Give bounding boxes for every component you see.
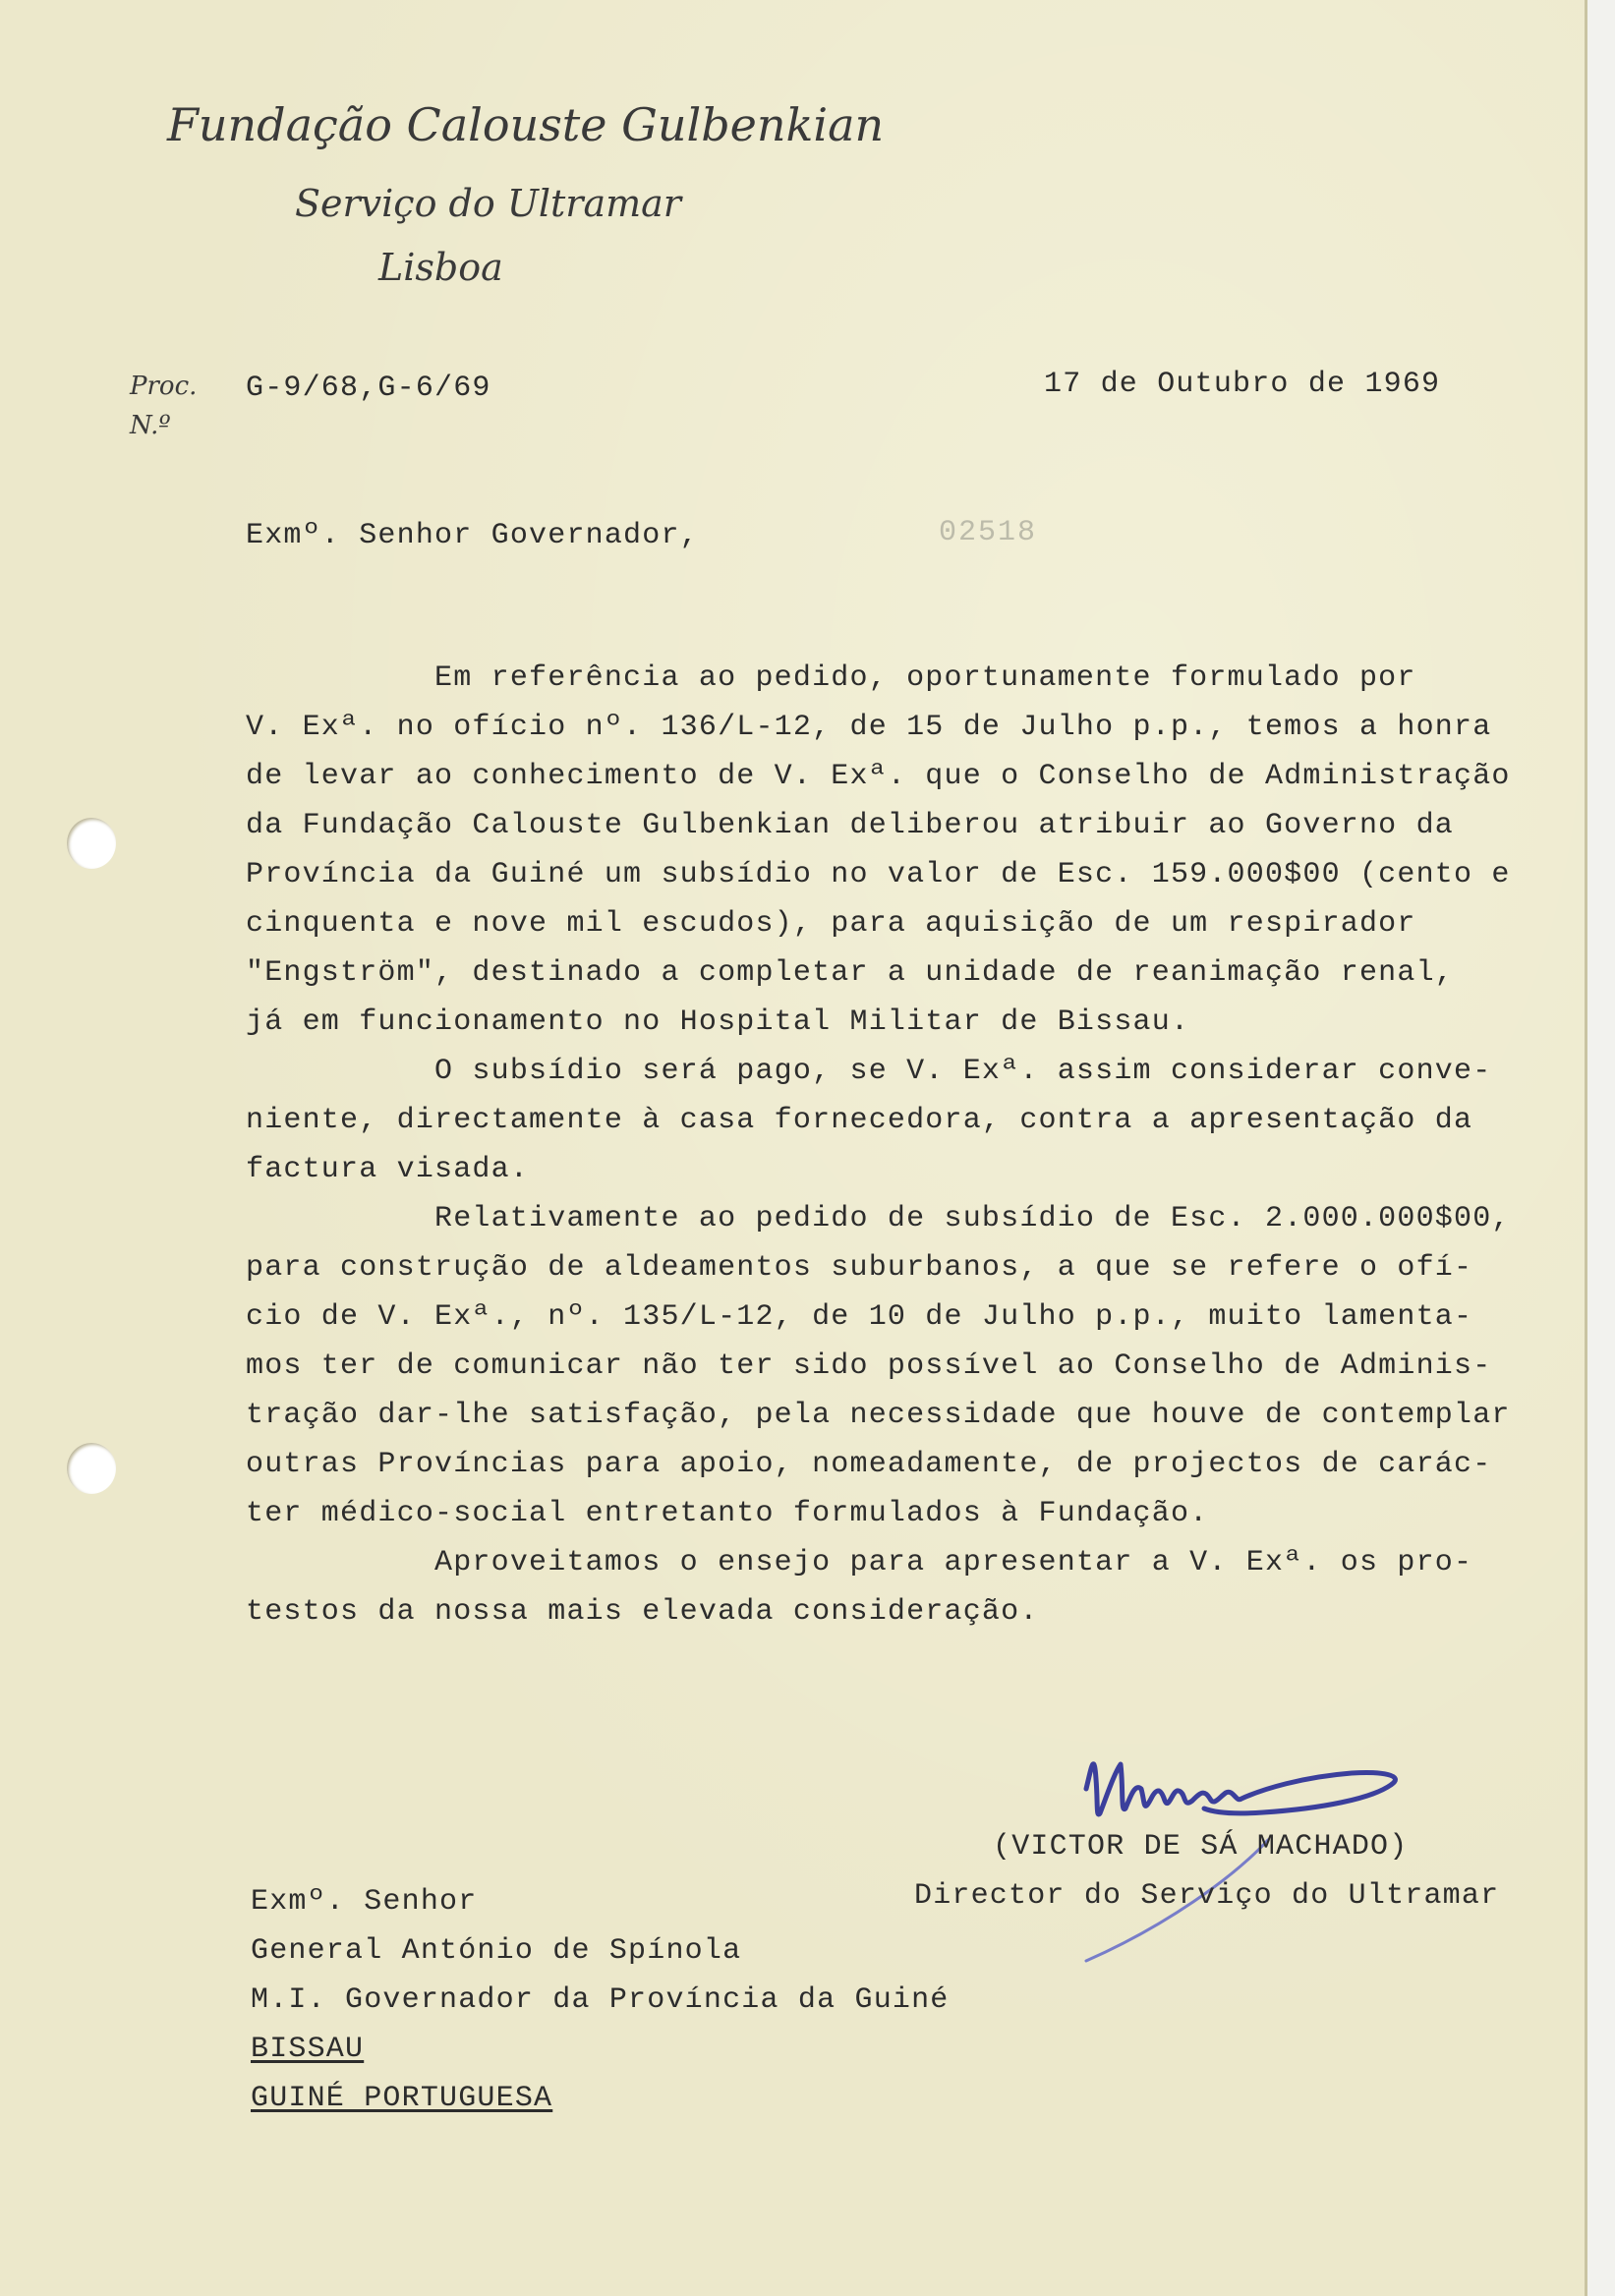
letterhead-service: Serviço do Ultramar	[295, 182, 681, 225]
reference-number: G-9/68,G-6/69	[246, 372, 491, 405]
reference-label-no: N.º	[130, 411, 171, 440]
salutation: Exmº. Senhor Governador,	[246, 519, 699, 552]
addressee-city: BISSAU	[251, 2033, 365, 2066]
body-line: para construção de aldeamentos suburbanos, a que se refere o ofí-	[246, 1251, 1473, 1285]
body-line: testos da nossa mais elevada consideração.	[246, 1595, 1039, 1629]
body-line: Relativamente ao pedido de subsídio de Esc. 2.000.000$00,	[246, 1202, 1511, 1235]
addressee-line: General António de Spínola	[251, 1934, 742, 1968]
punch-hole-icon	[67, 1443, 116, 1494]
body-line: niente, directamente à casa fornecedora, contra a apresentação da	[246, 1104, 1473, 1137]
body-line: tração dar-lhe satisfação, pela necessidade que houve de contemplar	[246, 1399, 1511, 1432]
body-line: Província da Guiné um subsídio no valor de Esc. 159.000$00 (cento e	[246, 858, 1511, 891]
body-line: Aproveitamos o ensejo para apresentar a V. Exª. os pro-	[246, 1546, 1473, 1579]
letterhead-city: Lisboa	[378, 246, 503, 289]
addressee-line: Exmº. Senhor	[251, 1885, 478, 1919]
body-line: cio de V. Exª., nº. 135/L-12, de 10 de Julho p.p., muito lamenta-	[246, 1300, 1473, 1334]
body-line: outras Províncias para apoio, nomeadamente, de projectos de carác-	[246, 1448, 1492, 1481]
registry-stamp: 02518	[939, 516, 1038, 549]
body-line: factura visada.	[246, 1153, 530, 1186]
body-line: mos ter de comunicar não ter sido possível ao Conselho de Adminis-	[246, 1349, 1492, 1383]
addressee-line: M.I. Governador da Província da Guiné	[251, 1983, 950, 2017]
signatory-name: (VICTOR DE SÁ MACHADO)	[993, 1830, 1409, 1864]
body-line: da Fundação Calouste Gulbenkian deliberou atribuir ao Governo da	[246, 809, 1454, 842]
body-line: O subsídio será pago, se V. Exª. assim considerar conve-	[246, 1055, 1492, 1088]
letterhead-foundation: Fundação Calouste Gulbenkian	[167, 98, 885, 151]
body-line: de levar ao conhecimento de V. Exª. que o Conselho de Administração	[246, 760, 1511, 793]
body-line: ter médico-social entretanto formulados à Fundação.	[246, 1497, 1209, 1530]
body-line: "Engström", destinado a completar a unidade de reanimação renal,	[246, 956, 1454, 990]
body-line: cinquenta e nove mil escudos), para aquisição de um respirador	[246, 907, 1416, 941]
punch-hole-icon	[67, 818, 116, 869]
letter-date: 17 de Outubro de 1969	[1044, 368, 1441, 401]
body-line: Em referência ao pedido, oportunamente formulado por	[246, 661, 1416, 695]
page-edge	[1587, 0, 1615, 2296]
addressee-country: GUINÉ PORTUGUESA	[251, 2082, 553, 2115]
body-line: já em funcionamento no Hospital Militar de Bissau.	[246, 1005, 1190, 1039]
signatory-title: Director do Serviço do Ultramar	[914, 1879, 1500, 1913]
reference-label-proc: Proc.	[130, 372, 198, 401]
body-line: V. Exª. no ofício nº. 136/L-12, de 15 de Julho p.p., temos a honra	[246, 711, 1492, 744]
